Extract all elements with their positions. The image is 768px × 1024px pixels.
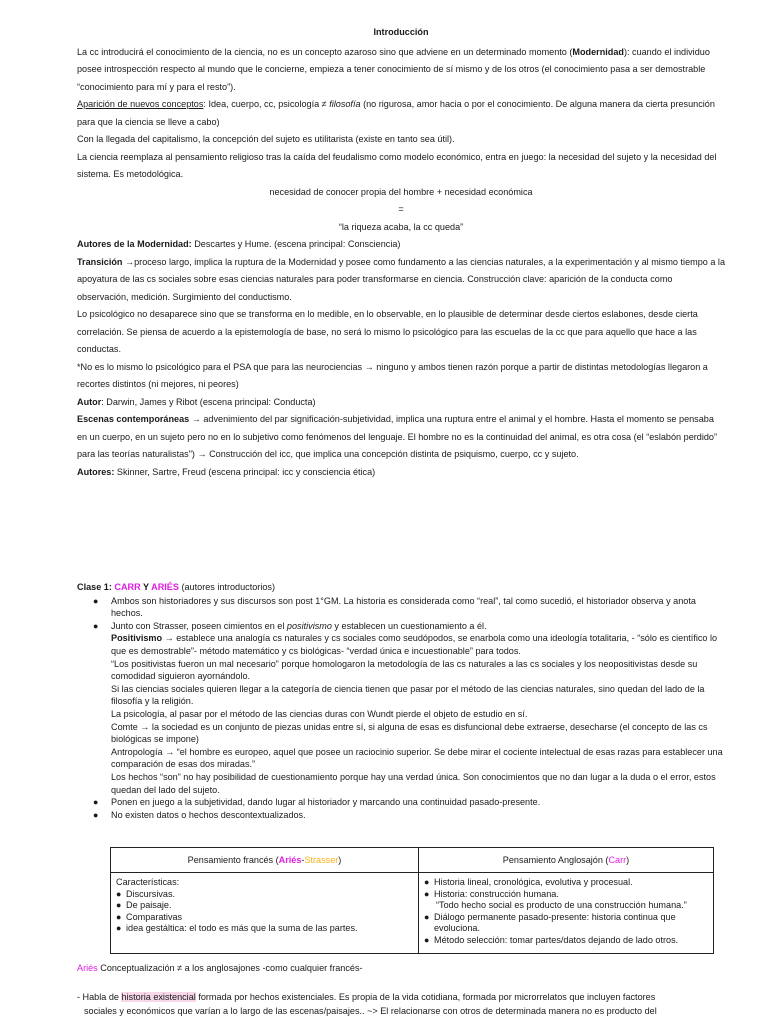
bold-modernidad: Modernidad (572, 46, 624, 57)
intro-paragraph-7: Lo psicológico no desaparece sino que se transforma en lo medible, en lo observable, en lo plausible de determinar desde ciertos eslabones, desde cierta correlación. Se piensa de acuerdo a la epistemología de base, no será lo mismo lo psicológico para las escuelas de la cc que para aquello que hace a las conductas. (77, 309, 698, 354)
clase-1-section (77, 581, 725, 821)
list-item (82, 796, 725, 809)
bold-label: Autores: (77, 466, 115, 477)
aries-line (77, 963, 725, 973)
bullet-icon: ● (116, 900, 122, 911)
text: formada por hechos existenciales. Es propia de la vida cotidiana, formada por microrrelatos que incluyen factores (195, 992, 656, 1002)
header-frances (111, 848, 419, 873)
text: Conceptualización ≠ a los anglosajones -como cualquier francés- (97, 963, 363, 973)
text: Historia: construcción humana. (434, 888, 559, 899)
intro-paragraph-4: La ciencia reemplaza al pensamiento religioso tras la caída del feudalismo como modelo económico, entra en juego: la necesidad del sujeto y la necesidad del sistema. Es metodológica. (77, 151, 717, 179)
clase-bullet-list (82, 595, 725, 633)
comparison-table (110, 847, 714, 954)
text: De paisaje. (126, 900, 172, 911)
centered-formula-1: necesidad de conocer propia del hombre + necesidad económica (269, 186, 533, 197)
underlined-heading: Aparición de nuevos conceptos (77, 99, 204, 109)
intro-paragraph-5 (77, 236, 725, 254)
list-item (116, 900, 413, 912)
bullet-icon: ● (116, 888, 122, 899)
clase-heading (77, 581, 725, 594)
list-item (424, 877, 708, 889)
cell-list (424, 877, 708, 947)
positivismo-paragraph (77, 632, 725, 657)
text: Junto con Strasser, poseen cimientos en el (111, 620, 287, 631)
list-item (424, 889, 708, 901)
highlighted-text: historia existencial (121, 992, 196, 1002)
sub-paragraph: La psicología, al pasar por el método de las ciencias duras con Wundt pierde el objeto de estudio en sí. (111, 708, 528, 719)
text: (no rigurosa, amor hacia o por el conocimiento. De alguna manera da cierta presunción para que la ciencia se lleve a cabo) (77, 99, 715, 127)
text: No existen datos o hechos descontextualizados. (111, 809, 306, 820)
bullet-icon: ● (424, 911, 430, 922)
cell-list (116, 889, 413, 935)
text: Discursivas. (126, 888, 176, 899)
bold-label: Autores de la Modernidad: (77, 239, 192, 249)
text: - Habla de (77, 992, 122, 1002)
text: : Darwin, James y Ribot (escena principal: Conducta) (101, 396, 316, 407)
text: →proceso largo, implica la ruptura de la Modernidad y posee como fundamento a las ciencias naturales, a la experimentación y al mismo tiempo a la apoyatura de las cs sociales sobre esas ciencias naturales para poder transformarse en ciencia. Construcción clave: aparición de la conducta como observación, medición. Surgimiento del conductismo. (77, 256, 726, 302)
intro-paragraph-8: *No es lo mismo lo psicológico para el PSA que para las neurociencias → ninguno y ambos tienen razón porque a partir de distintas metodologías llegaron a recortes distintos (ni mejores, ni peores) (77, 361, 708, 389)
list-item-continuation: “Todo hecho social es producto de una construcción humana.” (436, 900, 687, 911)
text: ) (626, 855, 630, 865)
cell-anglosajon (419, 873, 714, 954)
table-row (111, 873, 714, 954)
text: idea gestáltica: el todo es más que la suma de las partes. (126, 923, 358, 934)
intro-section (77, 24, 725, 481)
list-item (82, 595, 725, 620)
sub-paragraph: “Los positivistas fueron un mal necesario” porque homologaron la metodología de las cs naturales a las cs sociales y los neopositivistas desde su comodidad siguieron ayornándolo. (111, 658, 698, 682)
sub-paragraph: Antropología → “el hombre es europeo, aquel que posee un raciocinio superior. Se debe mirar el cociente intelectual de esas razas para establecer una comparación de esas dos miradas.” (111, 746, 723, 770)
text: Skinner, Sartre, Freud (escena principal: icc y consciencia ética) (114, 466, 376, 477)
bullet-icon: ● (424, 877, 430, 887)
header-anglosajon (419, 848, 714, 873)
text: (autores introductorios) (178, 582, 275, 592)
author-aries: Ariés (77, 963, 98, 973)
bold-label: Autor (77, 396, 102, 407)
sub-paragraph: Los hechos “son” no hay posibilidad de cuestionamiento porque hay una verdad única. Son conocimientos que no dan lugar a la duda o el error, estos quedan del lado del sujeto. (111, 771, 716, 795)
clase-label: Clase 1: (77, 582, 115, 592)
bullet-icon: ● (424, 934, 430, 945)
author-strasser: Strasser (304, 855, 339, 865)
text: → advenimiento del par significación-subjetividad, implica una ruptura entre el animal y el hombre. Hasta el momento se pensaba en un cuerpo, en un sujeto pero no en lo subjetivo como fenómenos del lenguaje. El hombre no es la continuidad del animal, es otra cosa (el “eslabón perdido” para las teorías naturalistas") → Construcción del icc, que implica una concepción distinta de psiquismo, cuerpo, cc y sujeto. (77, 414, 717, 459)
text: ): cuando el individuo posee introspección respecto al mundo que le concierne, empieza a tener conocimiento de sí mismo y de los otros (el conocimiento pasa a ser demostrable “conocimiento para mí y para el resto”). (77, 46, 710, 92)
text: → establece una analogía cs naturales y cs sociales como seudópodos, se enarbola como una ideología totalitaria, - “sólo es científico lo que es demostrable”- método matemático y cs biológicas- “verdad única e incuestionable” para todos. (111, 633, 718, 656)
historia-line-1 (77, 990, 727, 1004)
bullet-icon: ● (93, 797, 99, 808)
list-item (424, 912, 708, 935)
intro-paragraph-2 (77, 96, 725, 131)
list-item (116, 912, 413, 924)
text: Ponen en juego a la subjetividad, dando lugar al historiador y marcando una continuidad pasado-presente. (111, 797, 541, 808)
bullet-icon: ● (93, 809, 99, 820)
bullet-icon: ● (116, 911, 122, 922)
cell-frances (111, 873, 419, 954)
text: - (301, 855, 305, 865)
bold-label: Escenas contemporáneas (77, 414, 190, 424)
sub-paragraph: Comte → la sociedad es un conjunto de piezas unidas entre sí, si alguna de esas es disfuncional debe extraerse, desecharse (el concepto de las cs biológicas se impone) (111, 721, 708, 745)
centered-formula-3: “la riqueza acaba, la cc queda” (338, 221, 464, 232)
text: y establecen un cuestionamiento a él. (331, 620, 487, 631)
list-item (116, 889, 413, 901)
italic-positivismo: positivismo (286, 620, 332, 631)
cell-title: Características: (116, 877, 180, 887)
intro-paragraph-3: Con la llegada del capitalismo, la concepción del sujeto es utilitarista (existe en tanto sea útil). (77, 134, 455, 144)
list-item (116, 923, 413, 935)
intro-paragraph-11 (77, 464, 725, 482)
centered-formula-2: = (398, 204, 404, 214)
text: Ambos son historiadores y sus discursos son post 1°GM. La historia es considerada como “real”, tal como sucedió, el historiador observa y anota hechos. (111, 595, 696, 619)
bullet-icon: ● (424, 888, 430, 899)
bold-label: Transición (77, 256, 123, 267)
text: ) (338, 855, 342, 865)
intro-paragraph-6 (77, 254, 725, 307)
text: Pensamiento Anglosajón ( (502, 855, 609, 865)
list-item (82, 809, 725, 822)
list-item (424, 935, 708, 947)
table-header-row (111, 848, 714, 873)
historia-paragraph (77, 990, 727, 1018)
text: Diálogo permanente pasado-presente: historia continua que evoluciona. (434, 911, 676, 934)
text: : Idea, cuerpo, cc, psicología ≠ (203, 99, 330, 109)
text: Pensamiento francés ( (187, 855, 279, 865)
text: Comparativas (126, 911, 183, 922)
italic-filosofia: filosofía (329, 99, 361, 109)
sub-paragraph: Si las ciencias sociales quieren llegar a la categoría de ciencia tienen que pasar por el método de las ciencias naturales, sino quedan del lado de la filosofía y la religión. (111, 683, 705, 707)
text: Método selección: tomar partes/datos dejando de lado otros. (434, 934, 679, 945)
author-carr: Carr (608, 855, 627, 865)
intro-title: Introducción (373, 27, 429, 37)
intro-paragraph-9 (77, 394, 725, 412)
text: La cc introducirá el conocimiento de la ciencia, no es un concepto azaroso sino que adviene en un determinado momento ( (77, 46, 573, 57)
clase-bullet-list-2 (82, 796, 725, 821)
text: Historia lineal, cronológica, evolutiva y procesual. (434, 877, 633, 887)
historia-line-2: sociales y económicos que varían a lo largo de las escenas/paisajes.. ~> El relacionarse con otros de determinada manera no es producto del (84, 1006, 657, 1016)
bullet-icon: ● (116, 923, 122, 934)
text: Descartes y Hume. (escena principal: Consciencia) (191, 239, 401, 249)
list-item (82, 620, 725, 633)
bold-label: Positivismo (111, 633, 163, 644)
author-carr: CARR (114, 582, 141, 592)
bullet-icon: ● (93, 595, 99, 606)
author-aries: Ariés (278, 855, 302, 865)
bullet-icon: ● (93, 620, 99, 631)
intro-paragraph-1 (77, 44, 725, 97)
author-aries: ARIÉS (151, 582, 179, 592)
conjunction: Y (140, 582, 152, 592)
intro-paragraph-10 (77, 411, 725, 464)
